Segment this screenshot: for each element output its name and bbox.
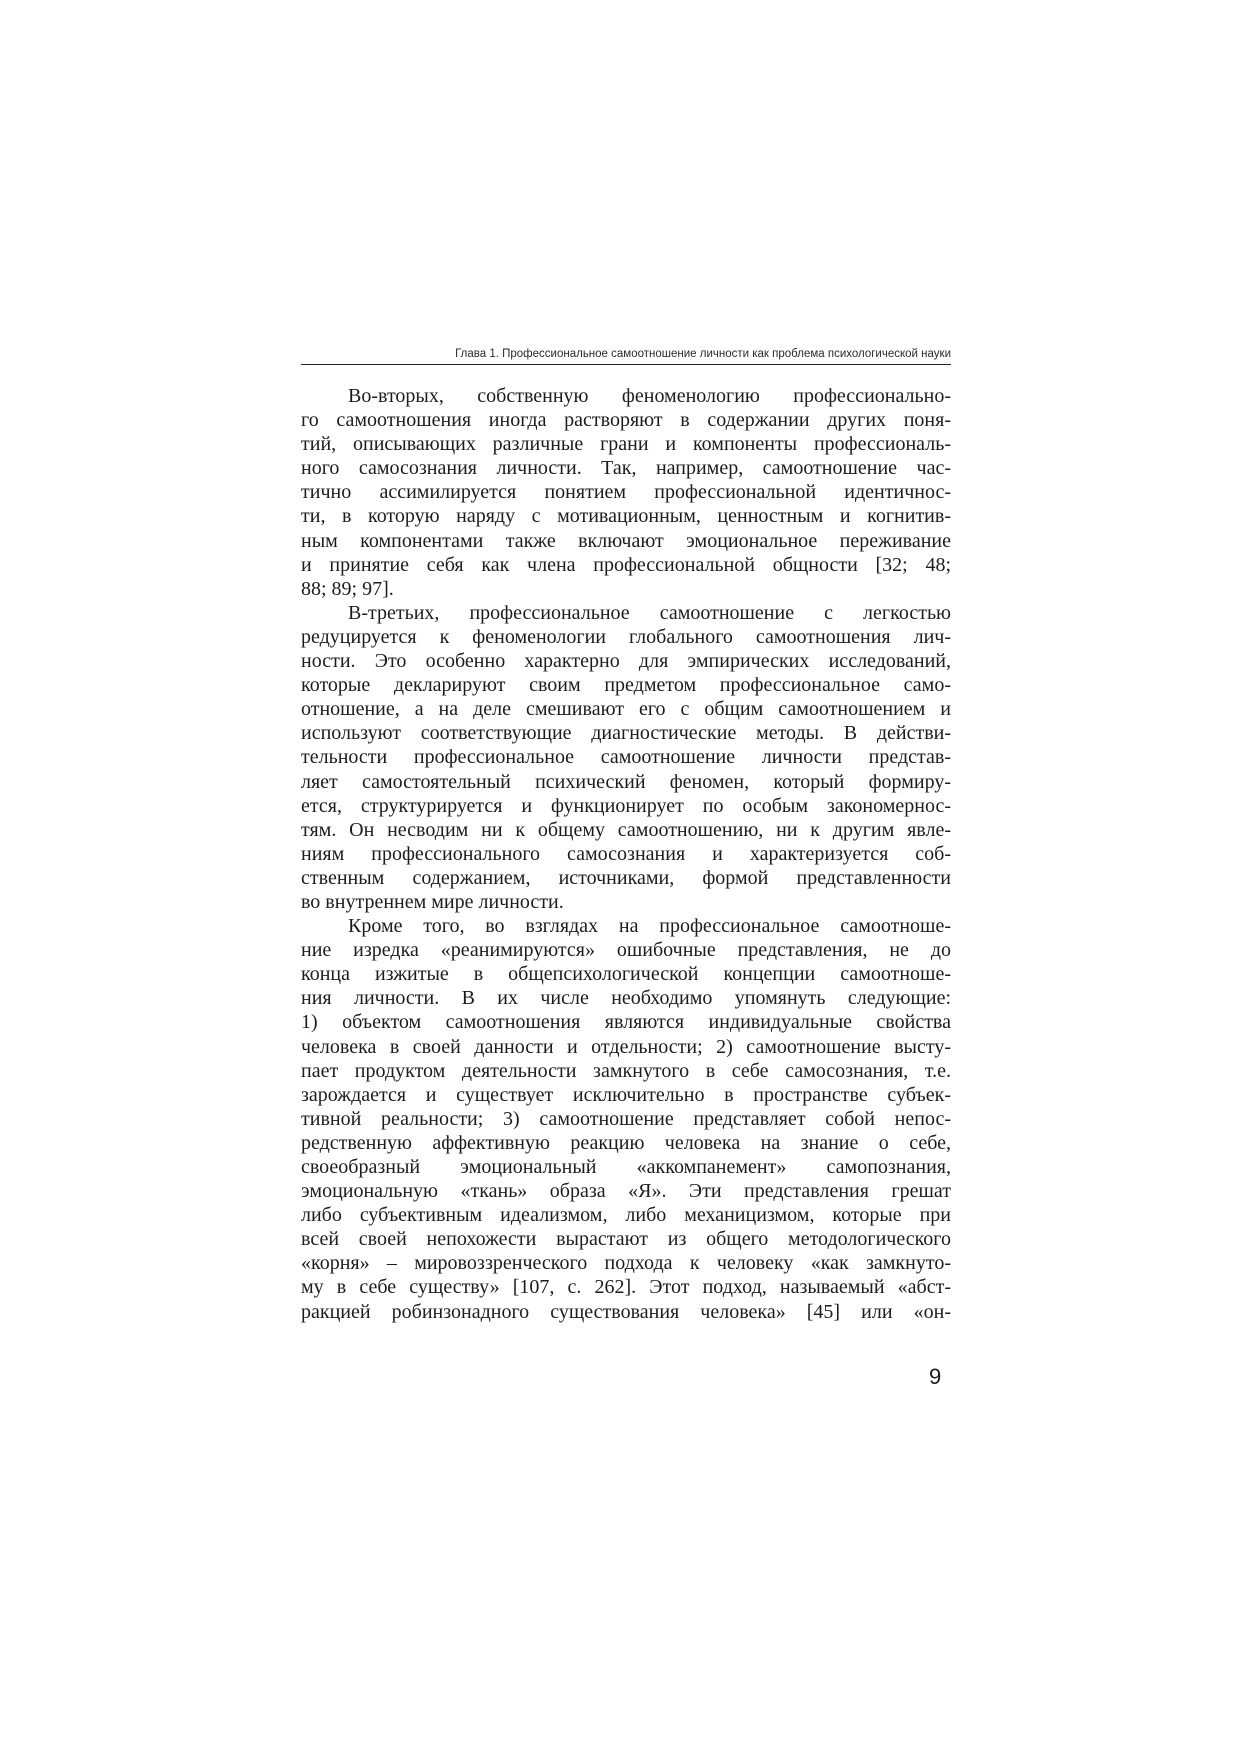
text-line: либо субъективным идеализмом, либо механицизмом, которые при: [301, 1204, 951, 1227]
text-line: тий, описывающих различные грани и компоненты профессиональ-: [301, 433, 951, 456]
text-line: ется, структурируется и функционирует по особым закономернос-: [301, 794, 951, 817]
text-line: которые декларируют своим предметом профессиональное само-: [301, 674, 951, 697]
text-line: тивной реальности; 3) самоотношение представляет собой непос-: [301, 1107, 951, 1130]
text-line: и принятие себя как члена профессиональной общности [32; 48;: [301, 553, 951, 576]
text-line: «корня» – мировоззренческого подхода к человеку «как замкнуто-: [301, 1252, 951, 1275]
text-line: редуцируется к феноменологии глобального самоотношения лич-: [301, 625, 951, 648]
text-line: Кроме того, во взглядах на профессиональное самоотноше-: [348, 915, 951, 938]
text-line: редственную аффективную реакцию человека на знание о себе,: [301, 1131, 951, 1154]
body-text: [301, 384, 951, 1324]
text-line: во внутреннем мире личности.: [301, 890, 564, 913]
text-line: конца изжитые в общепсихологической концепции самоотноше-: [301, 963, 951, 986]
text-line: ного самосознания личности. Так, например, самоотношение час-: [301, 457, 951, 480]
text-line: ние изредка «реанимируются» ошибочные представления, не до: [301, 939, 951, 962]
running-header: [301, 347, 951, 365]
text-line: отношение, а на деле смешивают его с общим самоотношением и: [301, 698, 951, 721]
text-line: зарождается и существует исключительно в пространстве субъек-: [301, 1083, 951, 1106]
page-number: 9: [929, 1364, 942, 1389]
paragraph: [301, 601, 951, 914]
paragraph: [301, 384, 951, 601]
text-line: эмоциональную «ткань» образа «Я». Эти представления грешат: [301, 1180, 951, 1203]
text-line: ности. Это особенно характерно для эмпирических исследований,: [301, 650, 951, 673]
text-line: пает продуктом деятельности замкнутого в себе самосознания, т.е.: [301, 1059, 951, 1082]
text-line: используют соответствующие диагностические методы. В действи-: [301, 722, 951, 745]
text-line: ным компонентами также включают эмоциональное переживание: [301, 529, 951, 552]
text-line: В-третьих, профессиональное самоотношение с легкостью: [348, 601, 951, 624]
text-line: ниям профессионального самосознания и характеризуется соб-: [301, 842, 951, 865]
text-line: тично ассимилируется понятием профессиональной идентичнос-: [301, 481, 951, 504]
running-header-title: Глава 1. Профессиональное самоотношение личности как проблема психологической науки: [455, 348, 951, 360]
paragraph: [301, 914, 951, 1324]
text-line: человека в своей данности и отдельности; 2) самоотношение высту-: [301, 1035, 951, 1058]
text-line: 88; 89; 97].: [301, 577, 394, 600]
text-line: тям. Он несводим ни к общему самоотношению, ни к другим явле-: [301, 818, 951, 841]
text-line: Во-вторых, собственную феноменологию профессионально-: [348, 385, 951, 407]
text-line: тельности профессиональное самоотношение личности представ-: [301, 746, 951, 769]
text-line: ракцией робинзонадного существования человека» [45] или «он-: [301, 1300, 951, 1323]
text-line: ти, в которую наряду с мотивационным, ценностным и когнитив-: [301, 505, 951, 528]
text-line: ственным содержанием, источниками, формой представленности: [301, 866, 951, 889]
text-line: своеобразный эмоциональный «аккомпанемент» самопознания,: [301, 1156, 951, 1178]
text-line: ляет самостоятельный психический феномен, который формиру-: [301, 770, 951, 793]
text-line: 1) объектом самоотношения являются индивидуальные свойства: [301, 1011, 951, 1034]
text-line: ния личности. В их числе необходимо упомянуть следующие:: [301, 987, 951, 1010]
text-line: го самоотношения иногда растворяют в содержании других поня-: [301, 409, 951, 432]
text-line: всей своей непохожести вырастают из общего методологического: [301, 1228, 951, 1251]
text-line: му в себе существу» [107, с. 262]. Этот подход, называемый «абст-: [301, 1276, 951, 1299]
